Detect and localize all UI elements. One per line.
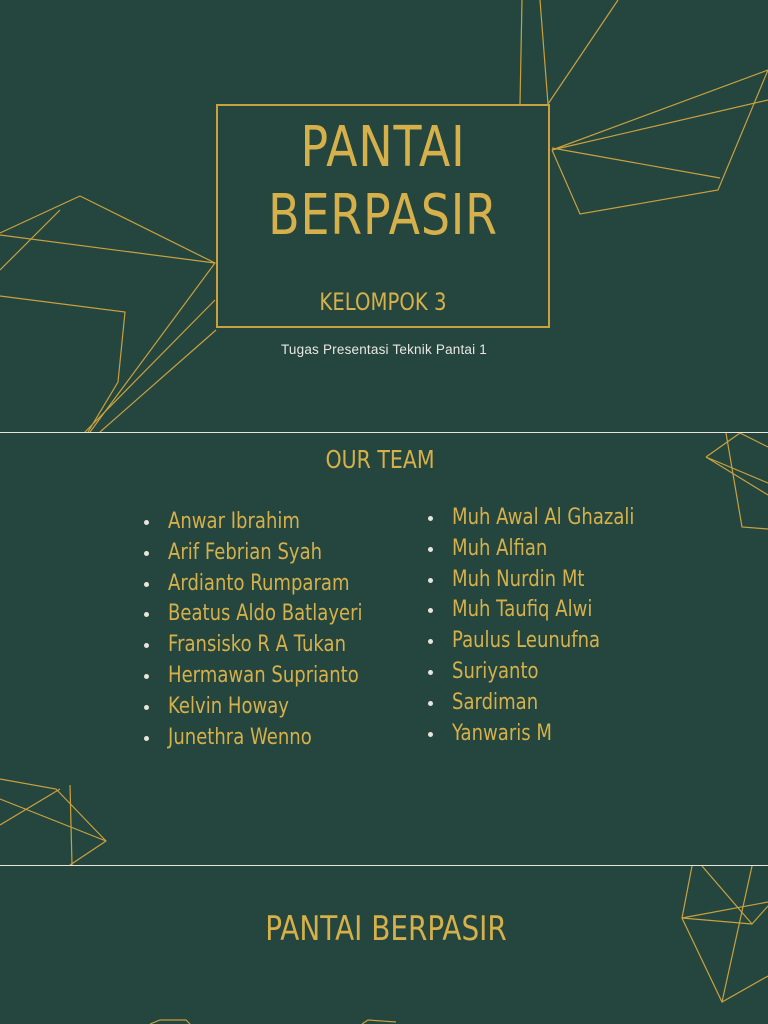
team-heading: OUR TEAM <box>325 445 435 474</box>
team-slide <box>0 433 768 865</box>
group-subtitle: KELOMPOK 3 <box>319 288 447 316</box>
member-name: Muh Taufiq Alwi <box>452 597 593 623</box>
presentation-caption: Tugas Presentasi Teknik Pantai 1 <box>280 342 487 357</box>
member-name: Yanwaris M <box>452 720 552 746</box>
title-slide <box>0 0 768 432</box>
bullet-icon <box>144 736 149 741</box>
title-line-1: PANTAI <box>300 115 466 180</box>
bullet-icon <box>428 578 433 583</box>
member-name: Kelvin Howay <box>168 693 289 719</box>
member-name: Arif Febrian Syah <box>168 539 323 565</box>
bullet-icon <box>144 705 149 710</box>
member-name: Muh Nurdin Mt <box>452 566 585 592</box>
bullet-icon <box>428 732 433 737</box>
bullet-icon <box>428 547 433 552</box>
bullet-icon <box>144 520 149 525</box>
member-name: Sardiman <box>452 689 539 715</box>
section-title: PANTAI BERPASIR <box>265 909 507 949</box>
bullet-icon <box>144 551 149 556</box>
member-name: Beatus Aldo Batlayeri <box>168 601 363 627</box>
member-name: Hermawan Suprianto <box>168 662 359 688</box>
gold-line-decoration <box>0 433 768 865</box>
member-name: Junethra Wenno <box>168 724 312 750</box>
bullet-icon <box>428 516 433 521</box>
bullet-icon <box>428 701 433 706</box>
member-name: Fransisko R A Tukan <box>168 632 347 658</box>
member-name: Muh Awal Al Ghazali <box>452 505 635 530</box>
member-name: Suriyanto <box>452 658 539 684</box>
bullet-icon <box>144 674 149 679</box>
title-frame <box>216 104 550 328</box>
member-name: Muh Alfian <box>452 535 548 561</box>
member-name: Ardianto Rumparam <box>168 570 350 596</box>
section-slide <box>0 866 768 1024</box>
bullet-icon <box>428 670 433 675</box>
title-line-2: BERPASIR <box>268 183 498 248</box>
bullet-icon <box>144 582 149 587</box>
member-name: Anwar Ibrahim <box>168 509 301 534</box>
member-name: Paulus Leunufna <box>452 628 601 654</box>
